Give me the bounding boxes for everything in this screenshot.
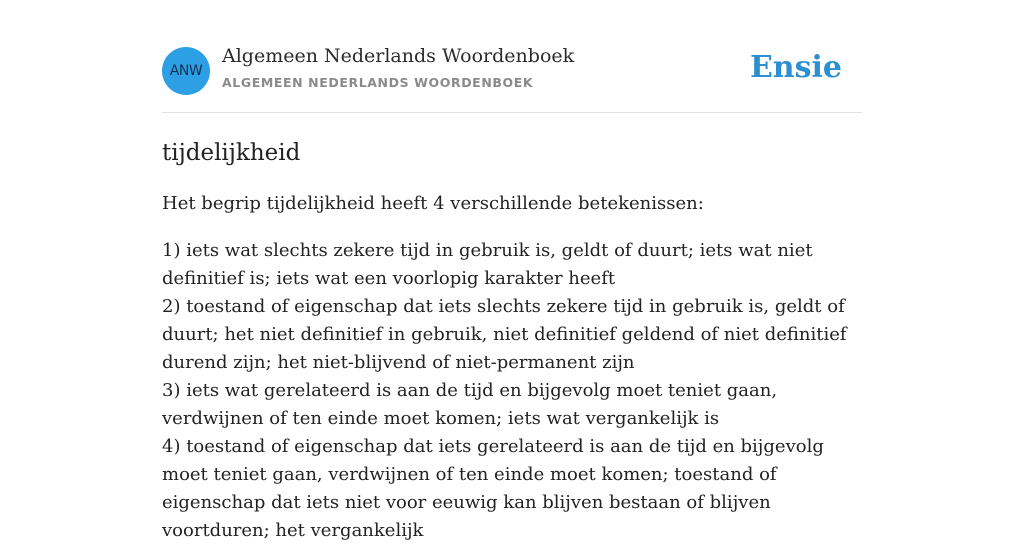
definition-item: 1) iets wat slechts zekere tijd in gebruik is, geldt of duurt; iets wat niet definitief is; iets wat een voorlopig karakter heeft: [162, 240, 813, 289]
anw-logo[interactable]: ANW: [162, 47, 210, 95]
source-subtitle: ALGEMEEN NEDERLANDS WOORDENBOEK: [222, 75, 534, 90]
source-title[interactable]: Algemeen Nederlands Woordenboek: [222, 45, 575, 67]
definition-item: 4) toestand of eigenschap dat iets gerelateerd is aan de tijd en bijgevolg moet teniet gaan, verdwijnen of ten einde moet komen; toestand of eigenschap dat iets niet voor eeuwig kan blijven bestaan of blijven voortduren; het vergankelijk: [162, 436, 824, 541]
definition-list: [162, 237, 862, 545]
ensie-brand-logo[interactable]: Ensie: [749, 50, 842, 85]
entry-content: [162, 136, 862, 545]
definition-item: 3) iets wat gerelateerd is aan de tijd en bijgevolg moet teniet gaan, verdwijnen of ten einde moet komen; iets wat vergankelijk is: [162, 380, 778, 429]
source-header: [162, 44, 862, 113]
entry-word-title: tijdelijkheid: [162, 140, 301, 166]
definition-item: 2) toestand of eigenschap dat iets slechts zekere tijd in gebruik is, geldt of duurt; het niet definitief in gebruik, niet definitief geldend of niet definitief durend zijn; het niet-blijvend of niet-permanent zijn: [162, 296, 847, 373]
entry-intro: Het begrip tijdelijkheid heeft 4 verschillende betekenissen:: [162, 193, 704, 214]
